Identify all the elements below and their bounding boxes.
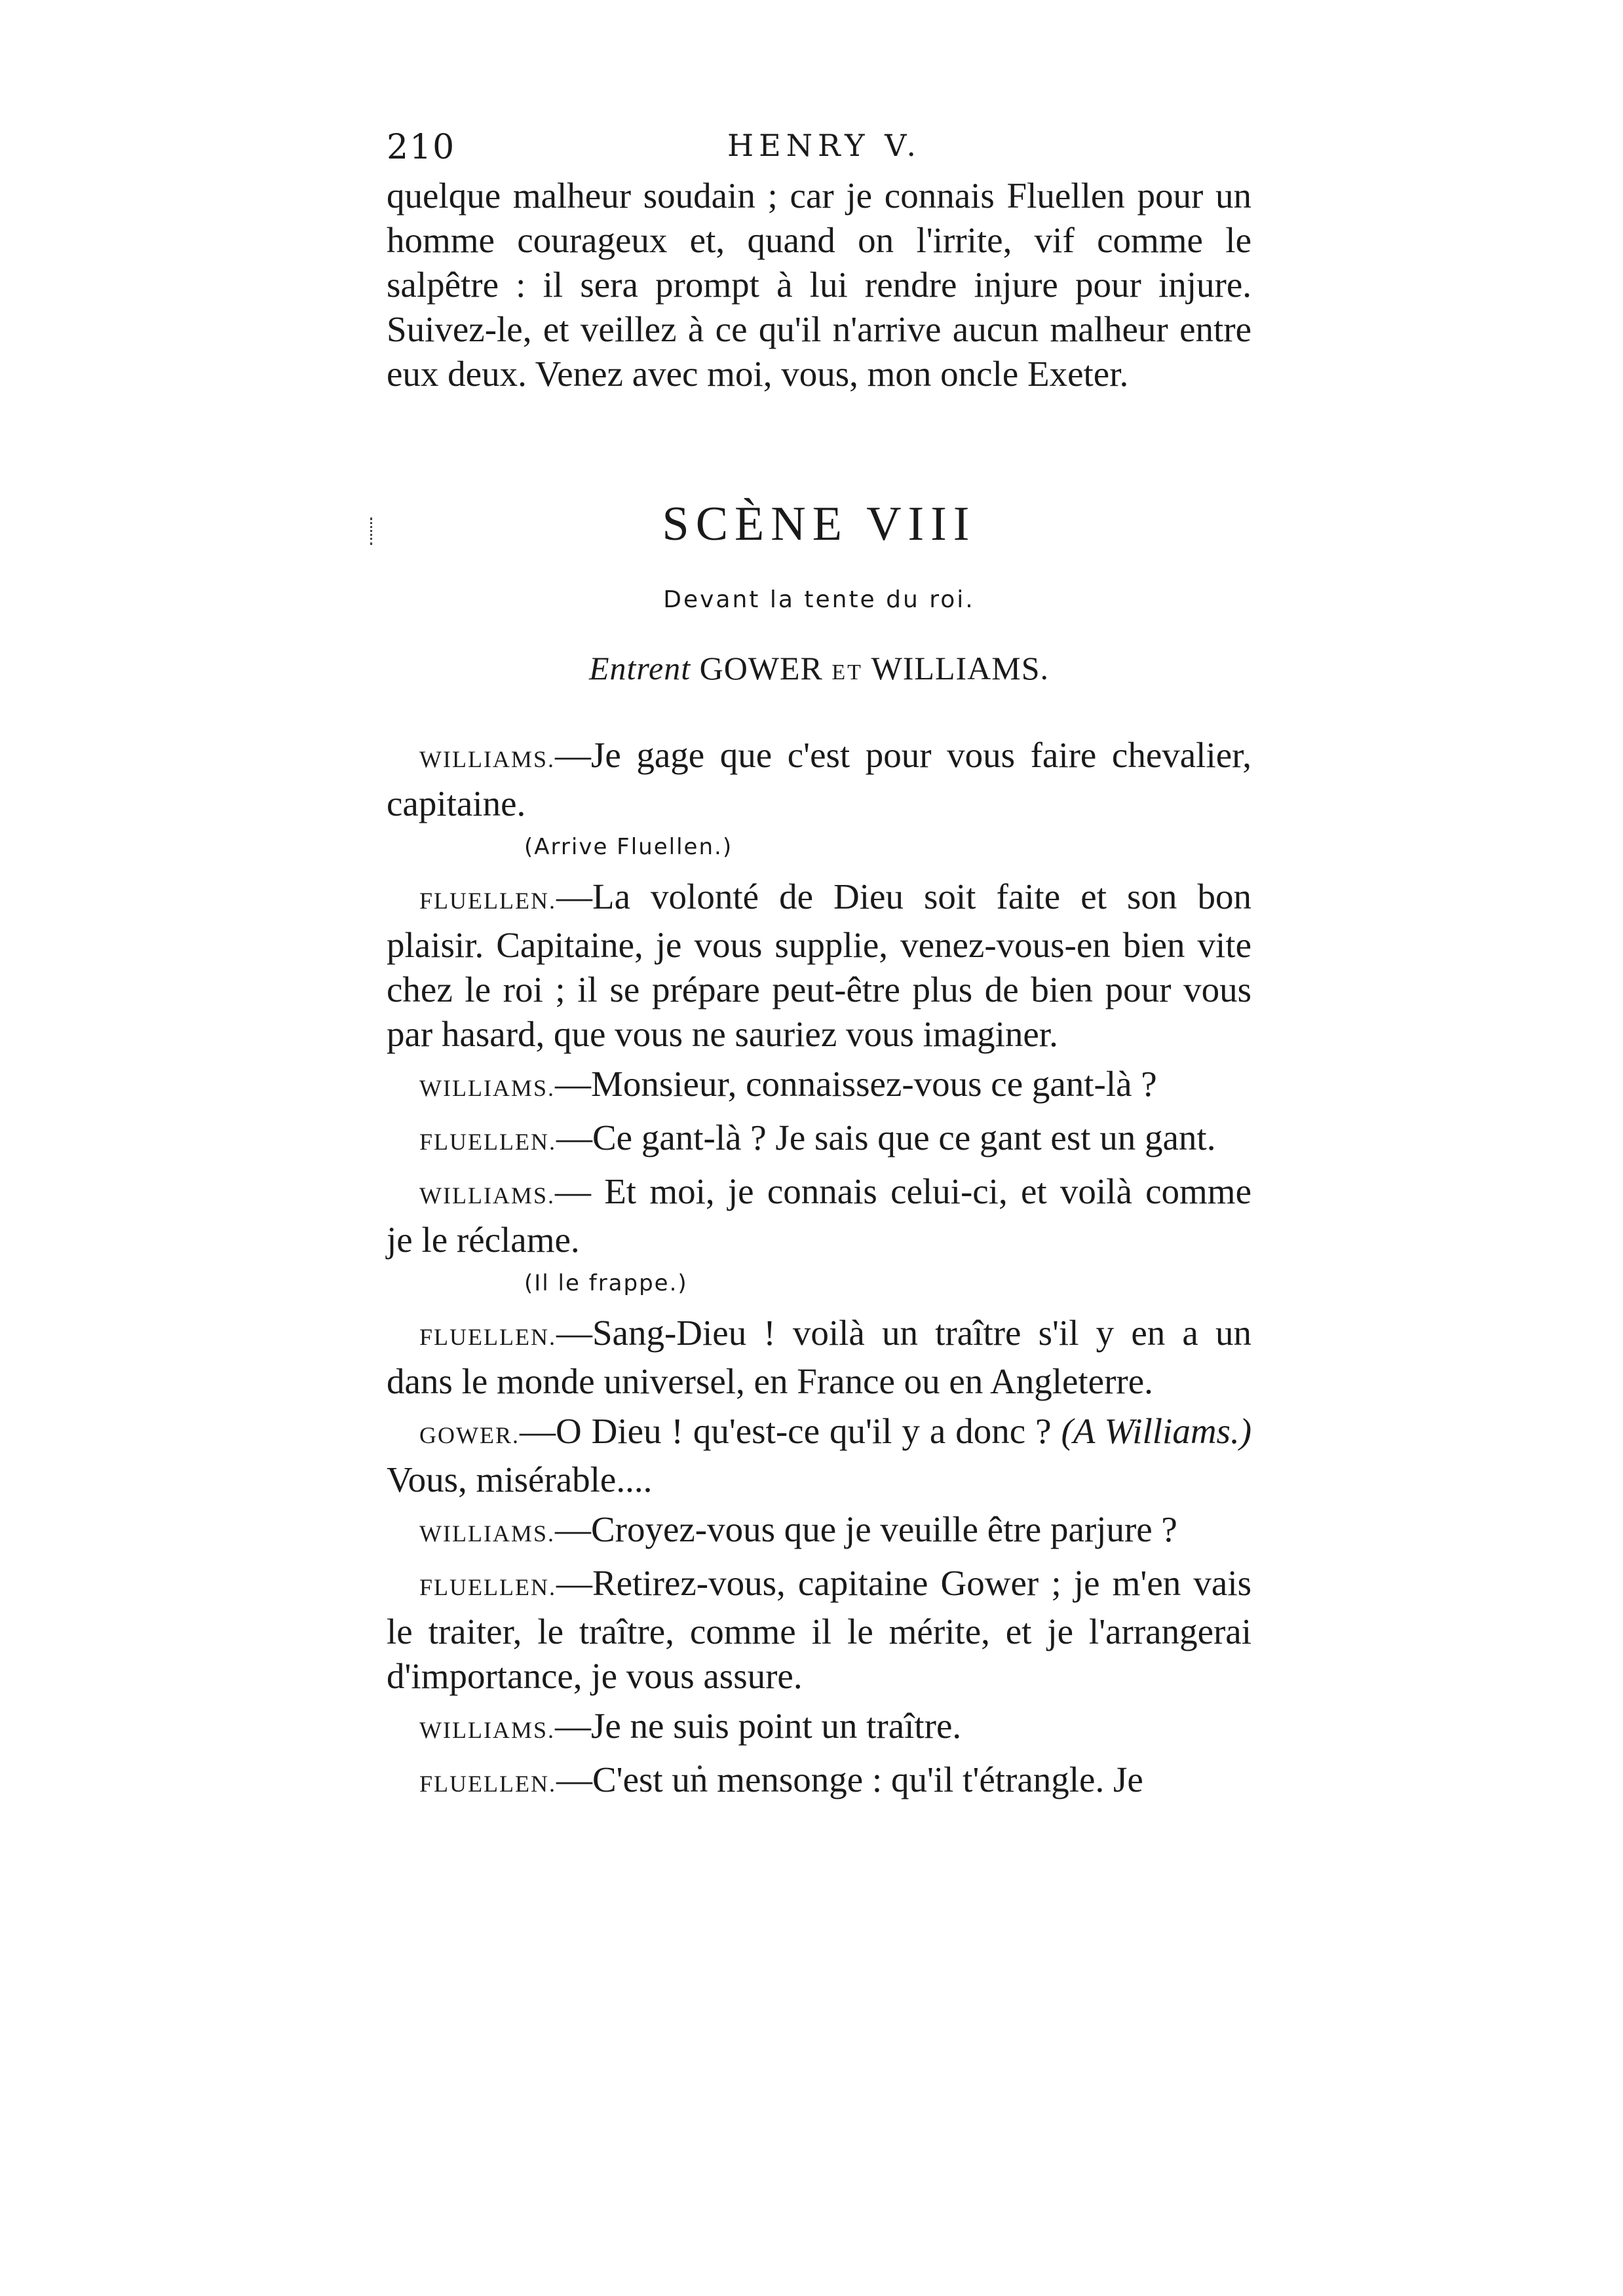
- speech-aside: (A Williams.): [1061, 1411, 1252, 1451]
- speech-line: [387, 1116, 1251, 1164]
- speech-text: —Croyez-vous que je veuille être parjure ?: [554, 1509, 1177, 1549]
- speech-line: [387, 1758, 1251, 1806]
- scene-setting: Devant la tente du roi.: [663, 586, 975, 613]
- speech-text: —Retirez-vous, capitaine Gower ; je m'en vais le traiter, le traître, comme il le mérite, et je l'arrangerai d'importance, je vous assure.: [387, 1563, 1251, 1696]
- book-page: [387, 128, 1251, 1811]
- speech-line: [387, 1409, 1251, 1502]
- speaker-name: WILLIAMS.: [419, 1182, 555, 1209]
- scene-title: SCÈNE VIII: [662, 497, 976, 551]
- speaker-name: FLUELLEN.: [419, 1574, 556, 1600]
- speaker-name: WILLIAMS.: [419, 1520, 555, 1547]
- speech-line: [387, 733, 1251, 826]
- speaker-name: WILLIAMS.: [419, 1075, 555, 1101]
- speaker-name: FLUELLEN.: [419, 888, 556, 914]
- margin-mark: [370, 518, 375, 545]
- speech-text: —Je gage que c'est pour vous faire chevalier, capitaine.: [387, 735, 1251, 823]
- stage-entrance: [387, 649, 1251, 687]
- opening-paragraph: quelque malheur soudain ; car je connais Fluellen pour un homme courageux et, quand on l'irrite, vif comme le salpêtre : il sera prompt à lui rendre injure pour injure. Suivez-le, et veillez à ce qu'il n'arrive aucun malheur entre eux deux. Venez avec moi, vous, mon oncle Exeter.: [387, 176, 1251, 394]
- entrance-name-gower: GOWER: [699, 650, 823, 687]
- speaker-name: FLUELLEN.: [419, 1129, 556, 1155]
- speech-text: —La volonté de Dieu soit faite et son bon plaisir. Capitaine, je vous supplie, venez-vous-en bien vite chez le roi ; il se prépare peut-être plus de bien pour vous par hasard, que vous ne sauriez vous imaginer.: [387, 876, 1251, 1054]
- stage-direction: (Il le frappe.): [524, 1270, 688, 1296]
- entrance-name-williams: WILLIAMS.: [871, 650, 1050, 687]
- speech-text: —Ce gant-là ? Je sais que ce gant est un gant.: [556, 1118, 1216, 1157]
- speech-text: —Je ne suis point un traître.: [554, 1706, 962, 1746]
- speech-line: [387, 1561, 1251, 1699]
- speaker-name: WILLIAMS.: [419, 1717, 555, 1743]
- speech-text-continued: Vous, misérable....: [387, 1459, 653, 1499]
- speaker-name: FLUELLEN.: [419, 1771, 556, 1797]
- speech-line: [387, 1311, 1251, 1404]
- speech-line: [387, 1704, 1251, 1752]
- speech-text: —O Dieu ! qu'est-ce qu'il y a donc ?: [519, 1411, 1052, 1451]
- speaker-name: WILLIAMS.: [419, 746, 555, 772]
- entrance-verb: Entrent: [588, 650, 691, 687]
- speech-text: —Monsieur, connaissez-vous ce gant-là ?: [554, 1064, 1157, 1104]
- speaker-name: FLUELLEN.: [419, 1324, 556, 1350]
- speech-text: —Sang-Dieu ! voilà un traître s'il y en a un dans le monde universel, en France ou en Angleterre.: [387, 1313, 1251, 1401]
- running-head: [387, 128, 1251, 174]
- page-number: 210: [387, 128, 456, 167]
- speech-line: [387, 875, 1251, 1057]
- running-title: HENRY V.: [727, 128, 921, 163]
- speaker-name: GOWER.: [419, 1422, 520, 1448]
- speech-line: [387, 1062, 1251, 1110]
- speech-text: —C'est un mensonge : qu'il t'étrangle. Je: [556, 1760, 1143, 1799]
- entrance-conjunction: ET: [831, 660, 863, 685]
- speech-line: [387, 1507, 1251, 1556]
- speech-line: [387, 1169, 1251, 1262]
- stage-direction: (Arrive Fluellen.): [524, 834, 733, 860]
- speech-text: — Et moi, je connais celui-ci, et voilà comme je le réclame.: [387, 1171, 1251, 1260]
- dialogue: [387, 733, 1251, 1806]
